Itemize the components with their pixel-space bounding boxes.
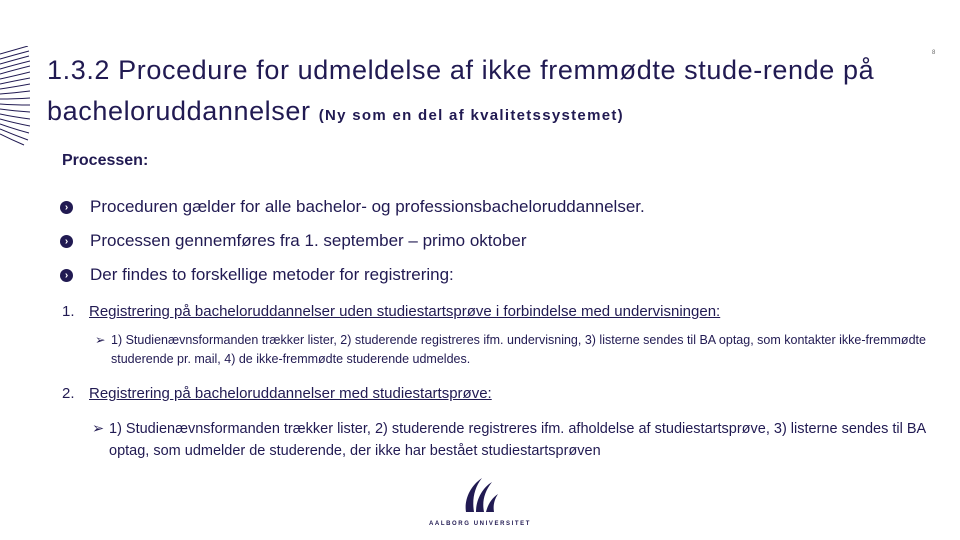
section-heading: Processen:: [62, 152, 149, 169]
method-1-detail: [95, 331, 935, 369]
logo-text: AALBORG UNIVERSITET: [428, 521, 532, 527]
method-number: 1.: [62, 303, 75, 320]
bullet-item: [60, 190, 645, 224]
title-note: (Ny som en del af kvalitetssystemet): [318, 107, 624, 124]
chevron-right-icon: ›: [60, 201, 73, 214]
title-main: 1.3.2 Procedure for udmeldelse af ikke fremmødte stude-rende på bacheloruddannelser: [47, 55, 875, 126]
bullet-text: Processen gennemføres fra 1. september – primo oktober: [90, 231, 527, 250]
method-number: 2.: [62, 385, 75, 402]
arrow-right-icon: ➢: [92, 421, 105, 437]
method-1-heading: [62, 303, 720, 320]
arrow-right-icon: ➢: [95, 333, 106, 347]
slide-title: [47, 50, 937, 136]
chevron-right-icon: ›: [60, 235, 73, 248]
method-2-heading: [62, 385, 492, 402]
logo-emblem-icon: [460, 474, 500, 514]
bullet-text: Proceduren gælder for alle bachelor- og professionsbacheloruddannelser.: [90, 197, 645, 216]
method-heading-text: Registrering på bacheloruddannelser uden studiestartsprøve i forbindelse med undervisningen:: [89, 303, 721, 320]
bullet-item: [60, 224, 645, 258]
method-detail-text: 1) Studienævnsformanden trækker lister, 2) studerende registreres ifm. undervisning, 3) listerne sendes til BA optag, som kontakter ikke-fremmødte studerende pr. mail, 4) de ikke-fremmødte studerende udmeldes.: [111, 333, 926, 366]
method-heading-text: Registrering på bacheloruddannelser med studiestartsprøve:: [89, 385, 492, 402]
bullet-list: [60, 190, 645, 292]
bullet-item: [60, 258, 645, 292]
page-number: 8: [932, 50, 936, 56]
method-detail-text: 1) Studienævnsformanden trækker lister, 2) studerende registreres ifm. afholdelse af studiestartsprøve, 3) listerne sendes til BA optag, som udmelder de studerende, der ikke har bestået studiestartsprøven: [109, 421, 926, 459]
bullet-text: Der findes to forskellige metoder for registrering:: [90, 265, 454, 284]
method-2-detail: [92, 418, 932, 462]
university-logo: [427, 474, 533, 527]
chevron-right-icon: ›: [60, 269, 73, 282]
wave-pattern-decoration: [0, 46, 30, 146]
